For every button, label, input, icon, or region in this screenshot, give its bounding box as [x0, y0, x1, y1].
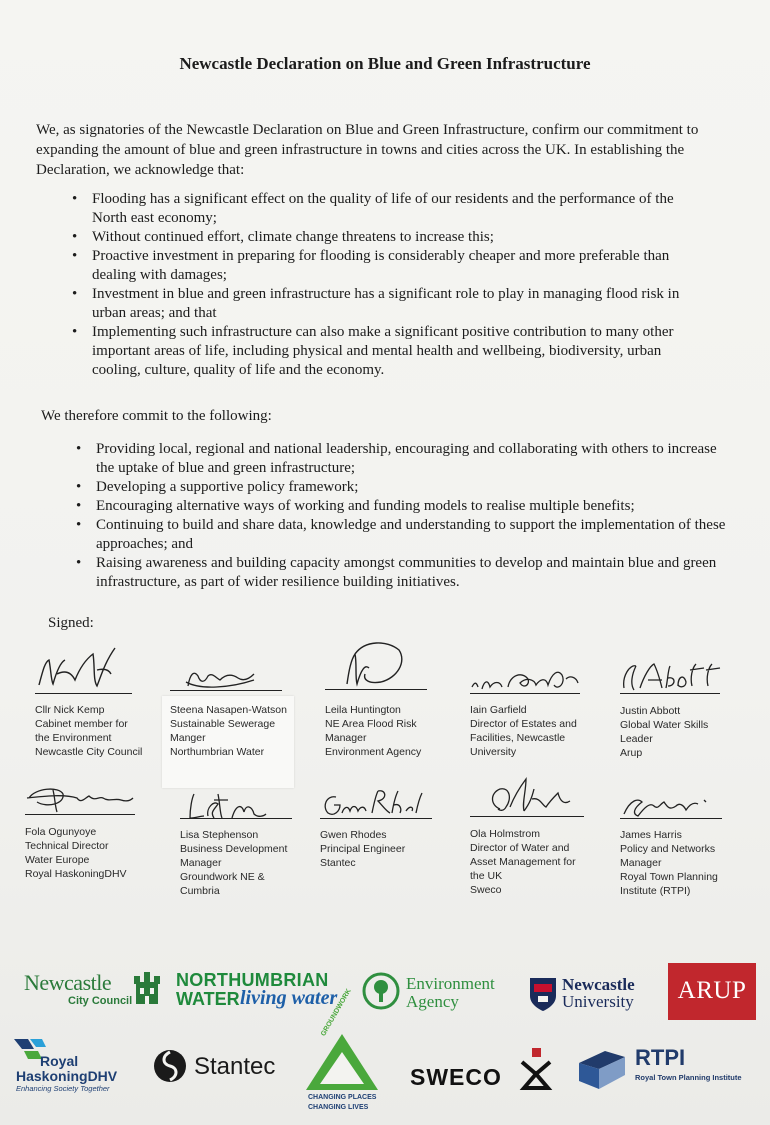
- list-item: • Flooding has a significant effect on the quality of life of our residents and the performance of the North east economy;: [72, 190, 712, 228]
- list-item: • Encouraging alternative ways of working and funding models to realise multiple benefits;: [76, 497, 726, 516]
- logo-text: Newcastle: [24, 970, 112, 995]
- handwritten-signature: [620, 790, 730, 825]
- newcastle-university-logo: [528, 972, 653, 1016]
- signatory-org: Northumbrian Water: [170, 746, 265, 758]
- list-item: • Investment in blue and green infrastructure has a significant role to play in managing flood risk in urban areas; and that: [72, 285, 712, 323]
- list-item: • Raising awareness and building capacity amongst communities to develop and maintain blue and green infrastructure, as part of wider resilience building initiatives.: [76, 554, 726, 592]
- signatory-org: Royal HaskoningDHV: [25, 868, 127, 880]
- logo-text: Stantec: [194, 1053, 276, 1080]
- logo-text: GROUNDWORK: [320, 987, 353, 1038]
- signatory-name: Ola Holmstrom: [470, 828, 541, 840]
- signatory-title: Manager: [325, 732, 367, 744]
- logo-text: WATER: [176, 989, 240, 1009]
- stantec-mark-icon: [152, 1048, 188, 1084]
- signatory-name: Iain Garfield: [470, 704, 527, 716]
- signatory-title: Principal Engineer: [320, 843, 406, 855]
- logo-tagline: living water: [240, 987, 338, 1009]
- logo-tagline: Enhancing Society Together: [16, 1084, 110, 1093]
- list-item: • Without continued effort, climate change threatens to increase this;: [72, 228, 712, 247]
- signatory-org: Stantec: [320, 857, 356, 869]
- signatory-name: Lisa Stephenson: [180, 829, 259, 841]
- handwritten-signature: [470, 665, 585, 700]
- signatory-org: University: [470, 746, 517, 758]
- logo-text: Agency: [406, 992, 459, 1011]
- commit-intro: We therefore commit to the following:: [41, 408, 272, 424]
- intro-paragraph: We, as signatories of the Newcastle Declaration on Blue and Green Infrastructure, confirm our commitment to expanding the amount of blue and green infrastructure in towns and cities across the UK. In establishing the Declaration, we acknowledge that:: [36, 122, 699, 178]
- signatory-title: Technical Director: [25, 840, 109, 852]
- logo-text: Environment: [406, 974, 495, 993]
- signatory-title: the UK: [470, 870, 503, 882]
- logo-tagline: CHANGING PLACES: [308, 1094, 377, 1101]
- logo-text: RTPI: [635, 1045, 686, 1070]
- stantec-logo: [152, 1048, 292, 1088]
- handwritten-signature: [180, 790, 295, 825]
- signatory-title: Director of Estates and: [470, 718, 577, 730]
- logo-tagline: CHANGING LIVES: [308, 1104, 369, 1111]
- sweco-logo: [410, 1048, 555, 1090]
- signatory-org: Sweco: [470, 884, 502, 896]
- signatory-org: Arup: [620, 747, 643, 759]
- groundwork-logo: [300, 987, 385, 1115]
- signatory-org: Institute (RTPI): [620, 885, 691, 897]
- logo-text: NORTHUMBRIAN: [176, 970, 329, 990]
- signatory-org: Cumbria: [180, 885, 220, 897]
- logo-text: University: [562, 992, 634, 1011]
- signatory-name: Fola Ogunyoye: [25, 826, 97, 838]
- handwritten-signature: [325, 640, 435, 695]
- signatory-org: Groundwork NE &: [180, 871, 265, 883]
- signatory-title: NE Area Flood Risk: [325, 718, 417, 730]
- university-crest-icon: [528, 976, 558, 1012]
- signatory-title: Policy and Networks: [620, 843, 716, 855]
- signatory-name: James Harris: [620, 829, 682, 841]
- rtpi-mark-icon: [575, 1045, 629, 1091]
- sweco-person-icon: [518, 1048, 554, 1090]
- signatory-name: Cllr Nick Kemp: [35, 704, 105, 716]
- signatory-title: Manger: [170, 732, 206, 744]
- signatory-name: Justin Abbott: [620, 705, 681, 717]
- signatory-title: Facilities, Newcastle: [470, 732, 566, 744]
- signatory-title: Sustainable Sewerage: [170, 718, 276, 730]
- logo-subtext: City Council: [68, 995, 133, 1007]
- signatory-title: Business Development: [180, 843, 288, 855]
- logo-text: Newcastle: [562, 975, 635, 994]
- signed-label: Signed:: [48, 615, 94, 631]
- acknowledgement-list: [72, 190, 712, 380]
- signatory-title: Manager: [620, 857, 662, 869]
- list-item: • Developing a supportive policy framework;: [76, 478, 726, 497]
- signatory-org: Newcastle City Council: [35, 746, 143, 758]
- handwritten-signature: [470, 775, 590, 820]
- royal-haskoningdhv-logo: [12, 1035, 142, 1091]
- signatory-title: Director of Water and: [470, 842, 570, 854]
- signatory-title: Leader: [620, 733, 653, 745]
- list-item: • Continuing to build and share data, knowledge and understanding to support the implementation of these approaches; and: [76, 516, 726, 554]
- signatory-name: Leila Huntington: [325, 704, 401, 716]
- signatory-title: Manager: [180, 857, 222, 869]
- page-title: Newcastle Declaration on Blue and Green Infrastructure: [179, 54, 591, 73]
- signatory-title: Global Water Skills: [620, 719, 709, 731]
- handwritten-signature: [35, 640, 145, 695]
- signatory-org: Royal Town Planning: [620, 871, 718, 883]
- signatory-title: Water Europe: [25, 854, 90, 866]
- logo-subtext: Royal Town Planning Institute: [635, 1073, 742, 1082]
- northumbrian-water-logo: [176, 970, 356, 1012]
- signatory-name: Gwen Rhodes: [320, 829, 387, 841]
- logo-text: Royal: [40, 1053, 79, 1069]
- rtpi-logo: [575, 1045, 750, 1093]
- signatory-title: Asset Management for: [470, 856, 576, 868]
- environment-agency-logo: [362, 970, 512, 1014]
- commitment-list: [76, 440, 726, 592]
- logo-text: ARUP: [677, 977, 747, 1004]
- arup-logo: [668, 963, 756, 1020]
- castle-crest-icon: [134, 972, 160, 1006]
- newcastle-city-council-logo: [24, 970, 164, 1010]
- handwritten-signature: [620, 658, 730, 698]
- signatory-title: the Environment: [35, 732, 112, 744]
- signatory-title: Cabinet member for: [35, 718, 128, 730]
- logo-text: HaskoningDHV: [16, 1068, 118, 1084]
- tree-icon: [362, 972, 400, 1010]
- list-item: • Implementing such infrastructure can also make a significant positive contribution to many other important areas of life, including physical and mental health and wellbeing, biodiversity, urban cooling, culture, quality of life and the economy.: [72, 323, 712, 380]
- logo-text: SWECO: [410, 1064, 502, 1090]
- list-item: • Providing local, regional and national leadership, encouraging and collaborating with others to increase the uptake of blue and green infrastructure;: [76, 440, 726, 478]
- signatory-name: Steena Nasapen-Watson: [170, 704, 287, 716]
- groundwork-triangle-icon: [300, 1030, 384, 1094]
- signatory-org: Environment Agency: [325, 746, 422, 758]
- list-item: • Proactive investment in preparing for flooding is considerably cheaper and more preferable than dealing with damages;: [72, 247, 712, 285]
